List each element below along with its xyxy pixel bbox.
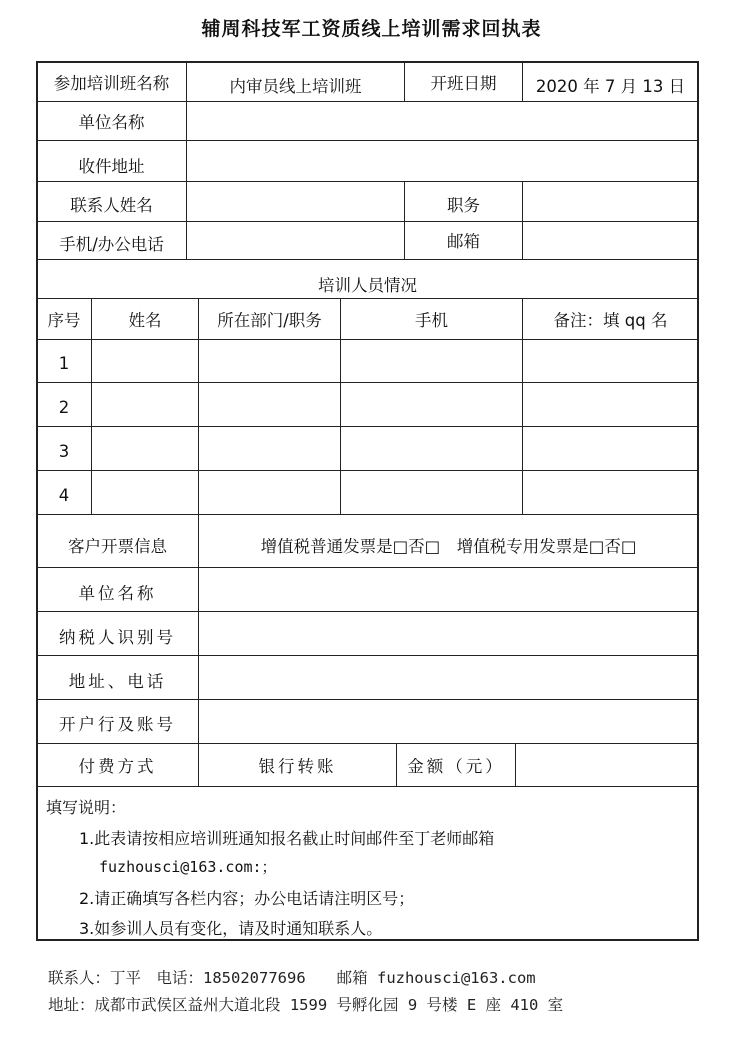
contact-name-field[interactable] <box>187 181 404 221</box>
table-row-index: 2 <box>58 397 70 417</box>
position-label: 职务 <box>447 196 480 215</box>
notes-item-1-email: fuzhousci@163.com:； <box>99 858 277 876</box>
notes-heading: 填写说明： <box>46 798 127 817</box>
invoice-type-options[interactable]: 增值税普通发票是□否□ 增值税专用发票是□否□ <box>260 536 637 556</box>
contact-name-label: 联系人姓名 <box>70 196 153 215</box>
footer-address: 地址：成都市武侯区益州大道北段 1599 号孵化园 9 号楼 E 座 410 室 <box>48 996 564 1014</box>
notes-item-3: 3.如参训人员有变化，请及时通知联系人。 <box>79 919 383 938</box>
footer-contact: 联系人：丁平 电话：18502077696 邮箱 fuzhousci@163.com <box>48 969 536 987</box>
amount-label: 金额（元） <box>407 756 505 776</box>
phone-label: 手机/办公电话 <box>59 235 164 254</box>
class-name-value: 内审员线上培训班 <box>229 76 362 96</box>
row-divider <box>37 426 698 427</box>
email-label: 邮箱 <box>447 232 480 251</box>
row-divider <box>37 786 698 787</box>
unit-name-field[interactable] <box>187 101 698 140</box>
invoice-address-phone-field[interactable] <box>199 655 698 699</box>
row-divider <box>37 382 698 383</box>
invoice-info-label: 客户开票信息 <box>68 536 167 556</box>
table-row-index: 4 <box>58 485 70 505</box>
col-header-mobile: 手机 <box>415 310 448 330</box>
class-name-label: 参加培训班名称 <box>53 73 170 93</box>
payment-method-label: 付费方式 <box>78 756 157 776</box>
col-header-department: 所在部门/职务 <box>217 310 322 330</box>
col-header-remark: 备注：填 qq 名 <box>553 310 668 330</box>
notes-item-1: 1.此表请按相应培训班通知报名截止时间邮件至丁老师邮箱 <box>79 829 495 848</box>
email-field[interactable] <box>523 221 698 259</box>
tax-id-field[interactable] <box>199 611 698 655</box>
payment-method-value: 银行转账 <box>258 756 337 776</box>
start-date-value: 2020 年 7 月 13 日 <box>535 76 686 96</box>
table-row-index: 3 <box>58 441 70 461</box>
start-date-label: 开班日期 <box>430 73 497 93</box>
address-label: 收件地址 <box>78 156 145 176</box>
trainees-section-title: 培训人员情况 <box>318 275 417 295</box>
col-header-name: 姓名 <box>128 310 162 330</box>
notes-item-2: 2.请正确填写各栏内容；办公电话请注明区号； <box>79 889 415 908</box>
amount-field[interactable] <box>516 743 698 786</box>
bank-account-label: 开户行及账号 <box>59 715 176 734</box>
invoice-address-phone-label: 地址、电话 <box>68 672 167 691</box>
position-field[interactable] <box>523 181 698 221</box>
invoice-unit-name-label: 单位名称 <box>78 584 157 603</box>
col-header-index: 序号 <box>47 310 81 330</box>
bank-account-field[interactable] <box>199 699 698 743</box>
tax-id-label: 纳税人识别号 <box>59 628 176 647</box>
row-divider <box>37 470 698 471</box>
unit-name-label: 单位名称 <box>78 112 145 132</box>
table-row-index: 1 <box>58 354 70 373</box>
address-field[interactable] <box>187 140 698 181</box>
invoice-unit-name-field[interactable] <box>199 567 698 611</box>
row-divider <box>37 339 698 340</box>
form-title: 辅周科技军工资质线上培训需求回执表 <box>201 18 542 40</box>
phone-field[interactable] <box>187 221 404 259</box>
